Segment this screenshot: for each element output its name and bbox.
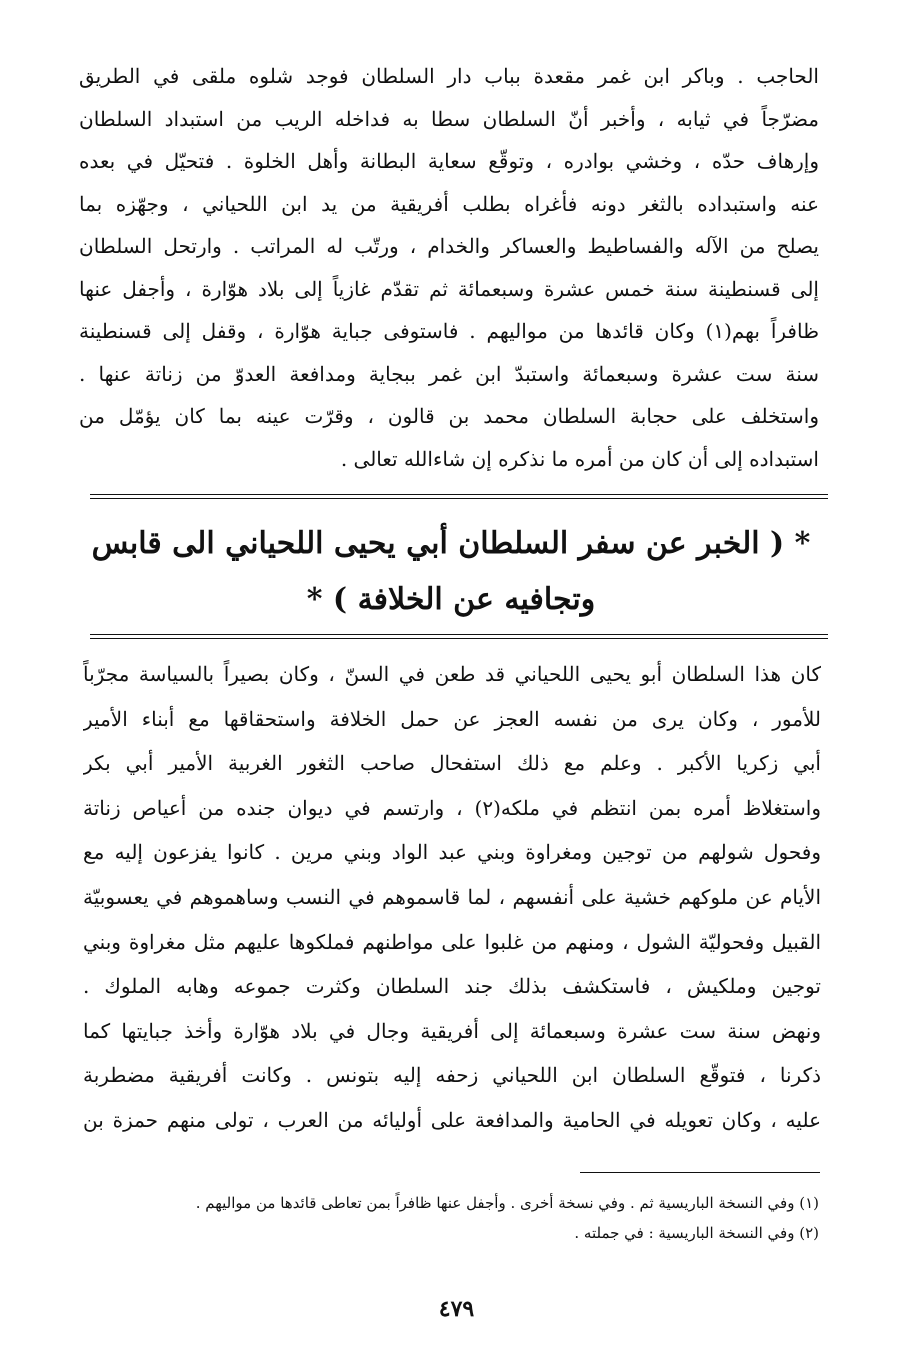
text-line: إلى قسنطينة سنة خمس عشرة وسبعمائة ثم تقدّم غازياً إلى بلاد هوّارة ، وأجفل عنها: [79, 276, 819, 301]
footnote-1: (١) وفي النسخة الباريسية ثم . وفي نسخة أخرى . وأجفل عنها ظافراً بمن تعاطى قائدها من مواليهم .: [195, 1194, 819, 1212]
text-line: مضرّجاً في ثيابه ، وأخبر أنّ السلطان سطا به فداخله الريب من استبداد السلطان: [79, 106, 819, 131]
text-line: واستغلاظ أمره بمن انتظم في ملكه(٢) ، وارتسم في ديوان جنده من أعياص زناتة: [83, 795, 821, 820]
footnotes: [79, 1188, 819, 1248]
text-line: ظافراً بهم(١) وكان قائدها من مواليهم . فاستوفى جباية هوّارة ، وقفل إلى قسنطينة: [79, 319, 819, 343]
footnote-2: (٢) وفي النسخة الباريسية : في جملته .: [574, 1224, 819, 1242]
paragraph-1: [79, 55, 819, 480]
text-line: القبيل وفحوليّة الشول ، ومنهم من غلبوا على مواطنهم فملكوها عليهم مثل مغراوة وبني: [83, 929, 821, 954]
text-line: واستخلف على حجابة السلطان محمد بن قالون ، وقرّت عينه بما كان يؤمّل من: [79, 404, 819, 428]
text-line: الحاجب . وباكر ابن غمر مقعدة بباب دار السلطان فوجد شلوه ملقى في الطريق: [79, 64, 819, 88]
text-line: للأمور ، وكان يرى من نفسه العجز عن حمل الخلافة واستحقاقها مع أبناء الأمير: [83, 706, 821, 731]
text-line: يصلح من الآله والفساطيط والعساكر والخدام ، ورتّب له المراتب . وارتحل السلطان: [79, 234, 819, 258]
text-line: ذكرنا ، فتوقّع السلطان ابن اللحياني زحفه إليه بتونس . وكانت أفريقية مضطربة: [83, 1063, 821, 1088]
text-line: توجين وملكيش ، فاستكشف بذلك جند السلطان وكثرت جموعه وهابه الملوك .: [83, 974, 821, 999]
text-line: الأيام عن ملوكهم خشية على أنفسهم ، لما قاسموهم في النسب وساهموهم في يعسوبيّة: [83, 884, 821, 909]
heading-bottom-rule: [90, 634, 828, 639]
text-line: استبداده إلى أن كان من أمره ما نذكره إن شاءالله تعالى .: [340, 446, 819, 471]
text-line: سنة ست عشرة وسبعمائة واستبدّ ابن غمر ببجاية ومدافعة العدوّ من زناتة عنها .: [79, 361, 819, 386]
text-line: وفحول شولهم من توجين ومغراوة وبني عبد الواد وبني مرين . كانوا يفزعون إليه مع: [83, 840, 821, 865]
text-line: وإرهاف حدّه ، وخشي بوادره ، وتوقّع سعاية البطانة وأهل الخلوة . فتحيّل في بعده: [79, 149, 819, 173]
text-line: عنه واستبداده بالثغر دونه فأغراه بطلب أفريقية من يد ابن اللحياني ، وجهّزه بما: [79, 191, 819, 216]
text-line: كان هذا السلطان أبو يحيى اللحياني قد طعن في السنّ ، وكان بصيراً بالسياسة مجرّباً: [83, 662, 821, 686]
footnote-separator: [580, 1172, 820, 1173]
section-heading-line-1: * ( الخبر عن سفر السلطان أبي يحيى اللحياني الى قابس: [91, 526, 811, 561]
heading-top-rule: [90, 494, 828, 499]
text-line: عليه ، وكان تعويله في الحامية والمدافعة على أوليائه من العرب ، تولى منهم حمزة بن: [83, 1107, 821, 1132]
page-number: ٤٧٩: [438, 1296, 475, 1322]
text-line: أبي زكريا الأكبر . وعلم مع ذلك استفحال صاحب الثغور الغربية الأمير أبي بكر: [83, 751, 821, 776]
paragraph-2: [83, 652, 821, 1143]
text-line: ونهض سنة ست عشرة وسبعمائة إلى أفريقية وجال في بلاد هوّارة وأخذ جبايتها كما: [83, 1018, 821, 1043]
section-heading-line-2: وتجافيه عن الخلافة ) *: [306, 582, 596, 617]
